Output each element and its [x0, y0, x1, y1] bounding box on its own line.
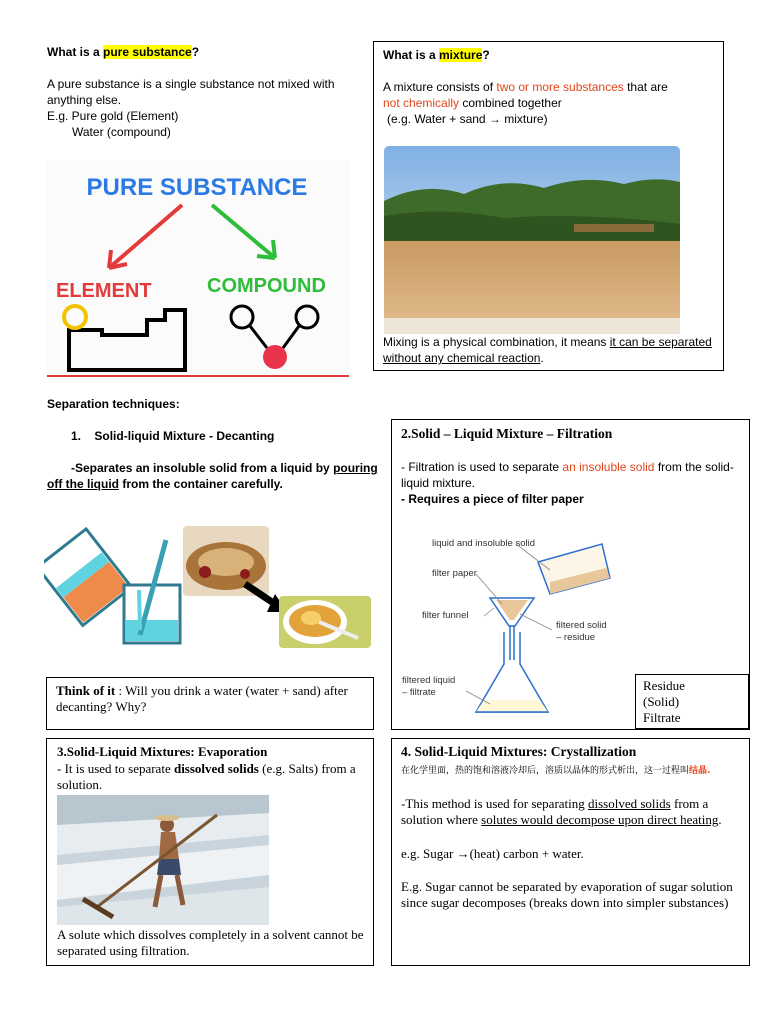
label-filter-paper: filter paper — [432, 568, 477, 579]
mixture-conclusion: Mixing is a physical combination, it means it can be separated without any chemical reaction. — [383, 335, 712, 365]
filtration-answer-box — [635, 674, 749, 729]
decanting-illustration — [44, 520, 184, 650]
pure-substance-example-2: Water (compound) — [72, 125, 171, 139]
answer-filtrate: Filtrate — [643, 710, 681, 725]
think-of-it-label: Think of it — [56, 683, 116, 698]
filtration-box — [391, 419, 750, 730]
label-filtered-solid: filtered solid — [556, 620, 607, 631]
diagram-title: PURE SUBSTANCE — [86, 174, 308, 201]
decanting-section — [47, 396, 384, 492]
evaporation-title: 3.Solid-Liquid Mixtures: Evaporation — [57, 744, 268, 759]
think-of-it-box — [46, 677, 374, 730]
river-photo — [384, 146, 680, 334]
filtration-diagram — [400, 524, 632, 724]
crystallization-explanation: E.g. Sugar cannot be separated by evaporation of sugar solution since sugar decomposes (breaks down into simpler substances) — [401, 879, 733, 910]
mixture-definition: A mixture consists of two or more substances that are not chemically combined together — [383, 80, 668, 110]
diagram-compound-label: COMPOUND — [207, 275, 326, 297]
crystallization-example: e.g. Sugar →(heat) carbon + water. — [401, 846, 584, 861]
pure-substance-example-1: E.g. Pure gold (Element) — [47, 109, 179, 123]
evaporation-description: - It is used to separate dissolved solids (e.g. Salts) from a solution. — [57, 761, 356, 792]
decanting-title: 1. Solid-liquid Mixture - Decanting — [71, 429, 275, 443]
separation-heading: Separation techniques: — [47, 397, 180, 411]
mixture-box — [373, 41, 724, 371]
crystallization-chinese-note: 在化学里面，热的饱和溶液冷却后，溶质以晶体的形式析出，这一过程叫结晶. — [401, 766, 711, 776]
filtration-title: 2.Solid – Liquid Mixture – Filtration — [401, 426, 613, 441]
salt-pan-photo — [57, 795, 269, 925]
label-filtrate: – filtrate — [402, 687, 436, 698]
pure-substance-question: What is a pure substance? — [47, 45, 200, 59]
decanting-description: -Separates an insoluble solid from a liquid by pouring off the liquid from the container carefully. — [47, 461, 378, 491]
evaporation-note: A solute which dissolves completely in a solvent cannot be separated using filtration. — [57, 927, 364, 958]
pure-substance-definition: A pure substance is a single substance not mixed with anything else. — [47, 77, 335, 107]
filtration-requirement: - Requires a piece of filter paper — [401, 492, 584, 506]
crystallization-title: 4. Solid-Liquid Mixtures: Crystallization — [401, 744, 637, 759]
filtration-description: - Filtration is used to separate an insoluble solid from the solid-liquid mixture. — [401, 460, 734, 490]
mixture-question: What is a mixture? — [383, 48, 490, 62]
think-of-it-question: : Will you drink a water (water + sand) after decanting? Why? — [56, 683, 348, 714]
pure-substance-section — [47, 44, 362, 140]
answer-solid: (Solid) — [643, 694, 680, 709]
pure-substance-diagram — [47, 160, 349, 378]
soup-photos — [183, 526, 371, 648]
label-filter-funnel: filter funnel — [422, 610, 469, 621]
evaporation-box — [46, 738, 374, 966]
mixture-example: (e.g. Water + sand → mixture) — [387, 112, 548, 126]
answer-residue: Residue — [643, 678, 685, 693]
label-liquid-insoluble: liquid and insoluble solid — [432, 538, 535, 549]
crystallization-description: -This method is used for separating dissolved solids from a solution where solutes would decompose upon direct heating. — [401, 796, 722, 827]
diagram-element-label: ELEMENT — [56, 280, 152, 302]
label-filtered-liquid: filtered liquid — [402, 675, 456, 686]
label-residue: – residue — [556, 632, 596, 643]
crystallization-box — [391, 738, 750, 966]
